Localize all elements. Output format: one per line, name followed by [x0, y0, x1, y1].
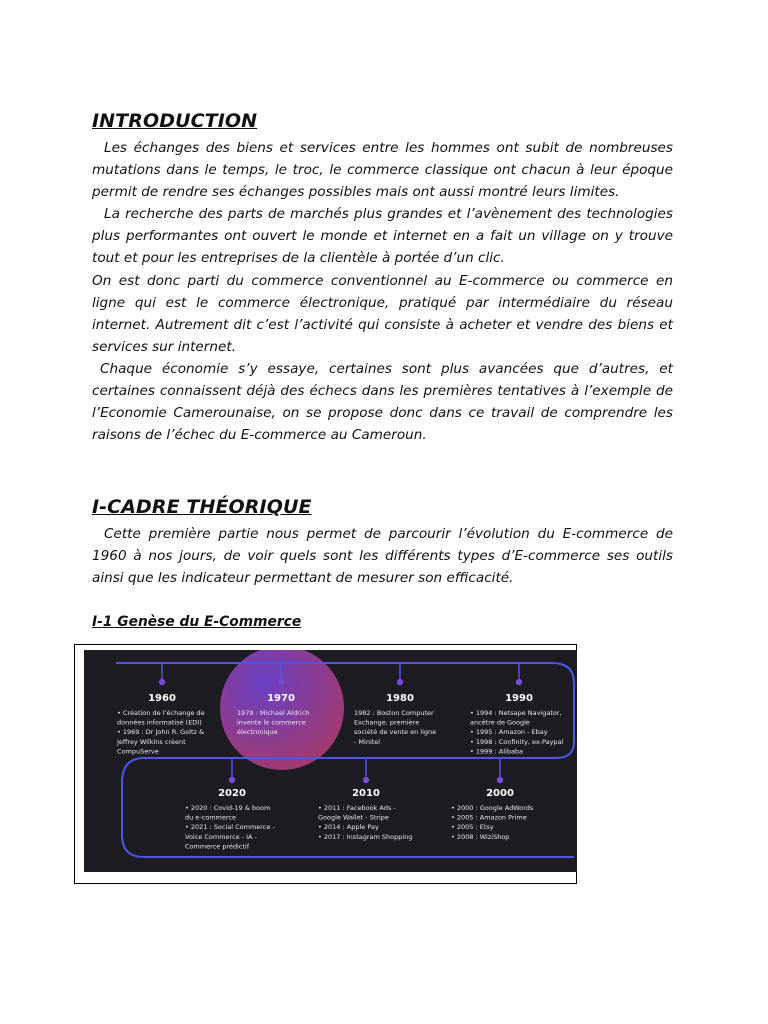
- milestone-year: 2000: [486, 788, 514, 799]
- milestone-year: 2010: [352, 788, 380, 799]
- milestone-dot: [363, 777, 369, 783]
- milestone-note: 1979 : Michael Aldrich: [237, 709, 310, 717]
- milestone-note: • 2014 : Apple Pay: [318, 823, 379, 832]
- milestone-note: ancêtre de Google: [470, 718, 530, 727]
- milestone-note: du e-commerce: [185, 813, 236, 822]
- milestone-note: CompuServe: [117, 747, 159, 756]
- cadre-theorique-heading: I-CADRE THÉORIQUE: [92, 496, 312, 518]
- milestone-note: • 2008 : WiziShop: [451, 832, 510, 841]
- intro-paragraph-2: La recherche des parts de marchés plus grandes et l’avènement des technologies plus performantes ont ouvert le monde et internet en a fait un village on y trouve tout et pour les entreprises de la clientèle à portée d’un clic.: [92, 206, 673, 267]
- milestone-note: Exchange, première: [354, 718, 420, 727]
- introduction-body: [92, 137, 673, 446]
- genese-subheading: I-1 Genèse du E-Commerce: [92, 614, 302, 630]
- milestone-note: • 1999 : Alibaba: [470, 747, 524, 756]
- cadre-body: [92, 523, 673, 589]
- milestone-dot: [397, 679, 403, 685]
- milestone-note: • Création de l’échange de: [117, 709, 205, 717]
- milestone-dot: [278, 679, 284, 685]
- intro-paragraph-3: On est donc parti du commerce conventionnel au E-commerce ou commerce en ligne qui est le commerce électronique, pratiqué par intermédiaire du réseau internet. Autrement dit c’est l’activité qui consiste à acheter et vendre des biens et services sur internet.: [92, 272, 673, 355]
- timeline-figure: [74, 644, 577, 884]
- milestone-note: Commerce prédictif: [185, 842, 250, 851]
- introduction-heading: INTRODUCTION: [92, 110, 258, 132]
- timeline-graphic: [84, 650, 577, 872]
- milestone-note: 1982 : Boston Computer: [354, 709, 434, 717]
- milestone-note: • 1969 : Dr John R. Goltz &: [117, 728, 205, 737]
- milestone-note: • 2000 : Google AdWords: [451, 804, 534, 812]
- cadre-paragraph: Cette première partie nous permet de parcourir l’évolution du E-commerce de 1960 à nos jours, de voir quels sont les différents types d’E-commerce ses outils ainsi que les indicateur permettant de mesurer son efficacité.: [92, 526, 673, 587]
- milestone-note: • 2005 : Amazon Prime: [451, 813, 527, 822]
- milestone-note: • 2005 : Etsy: [451, 823, 494, 832]
- milestone-dot: [497, 777, 503, 783]
- milestone-note: électronique: [237, 728, 278, 737]
- milestone-note: • 2011 : Facebook Ads -: [318, 804, 396, 812]
- milestone-dot: [159, 679, 165, 685]
- milestone-note: Google Wallet - Stripe: [318, 813, 389, 822]
- milestone-note: • 1995 : Amazon - Ebay: [470, 728, 548, 737]
- milestone-note: • 1994 : Netsape Navigator,: [470, 709, 562, 717]
- milestone-dot: [229, 777, 235, 783]
- milestone-year: 1980: [386, 693, 414, 704]
- milestone-note: données informatisé (EDI): [117, 718, 202, 727]
- milestone-year: 1960: [148, 693, 176, 704]
- milestone-dot: [516, 679, 522, 685]
- milestone-note: • 2020 : Covid-19 & boom: [185, 804, 271, 812]
- intro-paragraph-4: Chaque économie s’y essaye, certaines sont plus avancées que d’autres, et certaines connaissent déjà des échecs dans les premières tentatives à l’exemple de l’Economie Camerounaise, on se propose donc dans ce travail de comprendre les raisons de l’échec du E-commerce au Cameroun.: [92, 360, 673, 444]
- milestone-year: 2020: [218, 788, 246, 799]
- milestone-note: - Minitel: [354, 737, 381, 746]
- milestone-note: • 2021 : Social Commerce -: [185, 823, 275, 832]
- milestone-note: • 1998 : Confinity, ex-Paypal: [470, 737, 564, 746]
- milestone-note: société de vente en ligne: [354, 728, 437, 737]
- milestone-note: • 2017 : Instagram Shopping: [318, 832, 413, 841]
- milestone-year: 1970: [267, 693, 295, 704]
- milestone-note: Voice Commerce - IA -: [185, 832, 257, 841]
- milestone-year: 1990: [505, 693, 533, 704]
- milestone-note: Jeffrey Wilkins créent: [117, 737, 186, 746]
- intro-paragraph-1: Les échanges des biens et services entre les hommes ont subit de nombreuses mutations dans le temps, le troc, le commerce classique ont chacun à leur époque permit de rendre ses échanges possibles mais ont aussi montré leurs limites.: [92, 140, 673, 201]
- milestone-note: invente le commerce: [237, 718, 306, 727]
